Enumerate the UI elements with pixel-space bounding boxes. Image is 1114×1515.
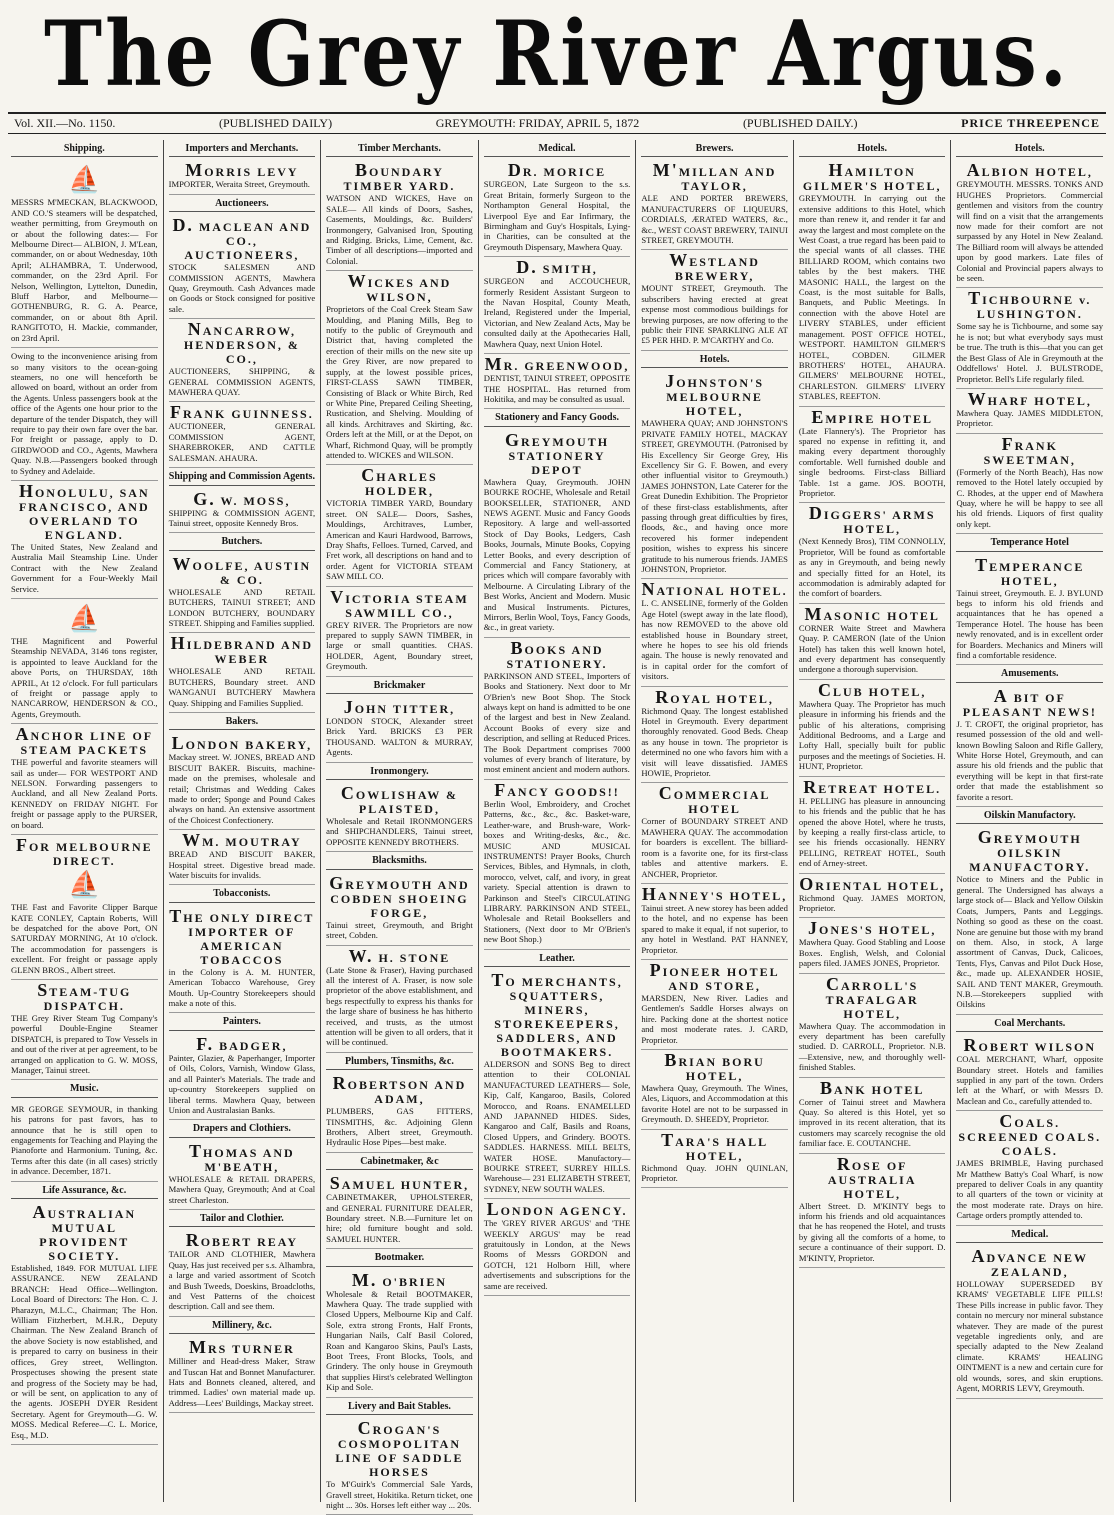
ad-title: BANK HOTEL xyxy=(819,1077,925,1098)
column-6 xyxy=(794,140,952,1502)
section-heading: Millinery, &c. xyxy=(169,1321,316,1334)
ad-title: M'MILLAN AND TAYLOR, xyxy=(652,160,777,194)
ad-body: Milliner and Head-dress Maker, Straw and Tuscan Hat and Bonnet Manufacturer. Hats and Bonnets cleaned, altered, and trimmed. Ladies' own material made up. Address—Lees' Buildings, Mackay street. xyxy=(168,1356,316,1408)
section-heading: Auctioneers. xyxy=(169,199,316,212)
ad-body: Richmond Quay. JOHN QUINLAN, Proprietor. xyxy=(641,1162,788,1183)
ad-body: THE powerful and favorite steamers will sail as under— FOR WESTPORT AND NELSON. Forwarding passengers to Auckland, and all New Zealand Ports. KENNEDY on FRIDAY NIGHT. For freight or passage apply to the PURSER, on board. xyxy=(11,757,158,830)
advertisement xyxy=(169,830,316,885)
ad-body: Proprietors of the Coal Creek Steam Saw Moulding, and Planing Mills, Beg to notify to the public of Greymouth and District that, having completed the erection of their mills on the new site up the Grey River, are now prepared to supply, at the lowest possible prices, FIRST-CLASS SAWN TIMBER, Consisting of Black or White Birch, Red or White Pine, Prepared Ceiling Sheeting, Rustication, and Shelving. Moulding of all kinds. Architraves and Skirting, &c. Orders left at the Mill, or at the Depot, on Wharf, Richmond Quay, will be promptly attended to. WICKES and WILSON. xyxy=(326,304,473,460)
ad-body: IMPORTER, Weraita Street, Greymouth. xyxy=(168,179,310,190)
ad-body: To M'Guirk's Commercial Sale Yards, Gravell street, Hokitika. Return ticket, one night ... 30s. Horses left either way ... 20s. xyxy=(326,1479,473,1510)
ad-title: FRANK SWEETMAN, xyxy=(983,433,1076,467)
section-heading: Hotels. xyxy=(641,355,788,368)
advertisement xyxy=(641,160,788,250)
advertisement xyxy=(11,599,158,724)
ad-body: SURGEON, Late Surgeon to the s.s. Great Britain, formerly Surgeon to the Northampton General Hospital, the Liverpool Eye and Ear Infirmary, the Birmingham and Guy's Hospitals, Lying-in Charities, can be consulted at the Greymouth Dispensary, Mawhera Quay. xyxy=(483,179,631,252)
advertisement xyxy=(11,1101,158,1182)
ad-body: MARSDEN, New River. Ladies and Gentlemen's Saddle Horses always on hire. Packing done at the shortest notice and most moderate rates. J. CARD, Proprietor. xyxy=(641,992,788,1045)
ad-body: WHOLESALE AND RETAIL BUTCHERS, Boundary street. AND WANGANUI BUTCHERY Mawhera Quay. Shipping and Families Supplied. xyxy=(168,666,316,708)
ad-body: SHIPPING & COMMISSION AGENT, Tainui street, opposite Kennedy Bros. xyxy=(168,507,316,528)
advertisement xyxy=(641,884,788,960)
ad-body: PLUMBERS, GAS FITTERS, TINSMITHS, &c. Adjoining Glenn Brothers, Albert street, Greymouth. Hydraulic Hose Pipes—best make. xyxy=(326,1106,473,1148)
advertisement xyxy=(484,1199,631,1296)
section-heading: Shipping and Commission Agents. xyxy=(169,472,316,485)
ad-body: The United States, New Zealand and Australia Mail Steamship Line. Under Contract with the New Zealand Government for a Four-Weekly Mail Service. xyxy=(11,541,158,594)
advertisement xyxy=(641,1050,788,1130)
ad-title: GREYMOUTH OILSKIN MANUFACTORY. xyxy=(969,827,1091,875)
section-heading: Bakers. xyxy=(169,717,316,730)
advertisement xyxy=(326,587,473,677)
published-note: (PUBLISHED DAILY) xyxy=(218,116,333,130)
ad-title: MR. GREENWOOD, xyxy=(484,354,630,375)
ad-body: DENTIST, TAINUI STREET, OPPOSITE THE HOSPITAL. Has returned from Hokitika, and may be consulted as usual. xyxy=(483,373,631,404)
advertisement xyxy=(799,604,946,680)
masthead xyxy=(0,0,1114,108)
ad-body: Berlin Wool, Embroidery, and Crochet Patterns, &c., &c., &c. Basket-ware, Leather-ware, and Brush-ware, Work-boxes and Writing-desks, &c., &c. MUSIC AND MUSICAL INSTRUMENTS! Prayer Books, Church Services, Bibles, and Hymnals, in cloth, morocco, velvet, calf, and ivory, in great variety. Special attention is drawn to Parkinson and Steel's CIRCULATING LIBRARY. PARKINSON AND STEEL, Wholesale and Retail Booksellers and Stationers, (Next door to Mr O'Brien's new Boot Shop.) xyxy=(483,798,631,945)
ad-body: Painter, Glazier, & Paperhanger, Importer of Oils, Colors, Varnish, Window Glass, and all Painter's Materials. The trade and up-country Storekeepers supplied on liberal terms. Mawhera Quay, between Union and Australasian Banks. xyxy=(168,1052,316,1115)
ad-body: JAMES BRIMBLE, Having purchased Mr Matthew Batty's Coal Wharf, is now prepared to deliver Coals in any quantity to all quarters of the town or vicinity at the most moderate rate. Drays on hire. Cartage orders promptly attended to. xyxy=(956,1158,1104,1221)
advertisement xyxy=(326,160,473,271)
ad-body: Mawhera Quay. Good Stabling and Loose Boxes. English, Welsh, and Colonial papers filed. JAMES JONES, Proprietor. xyxy=(798,937,946,969)
section-heading: Drapers and Clothiers. xyxy=(169,1124,316,1137)
ad-title: W. H. STONE xyxy=(348,945,451,966)
column-2 xyxy=(164,140,322,1502)
ad-body: Richmond Quay. The longest established Hotel in Greymouth. Every department thoroughly renovated. Good Beds. Cheap as any house in town. The proprietor is determined no one who favors him with a visit will leave dissatisfied. JAMES HOWIE, Proprietor. xyxy=(641,705,788,779)
ad-title: COALS. SCREENED COALS. COALS. xyxy=(958,1111,1102,1159)
advertisement xyxy=(799,407,946,504)
advertisement xyxy=(641,687,788,784)
advertisement xyxy=(956,686,1103,807)
advertisement xyxy=(799,777,946,874)
section-heading: Oilskin Manufactory. xyxy=(956,811,1103,824)
advertisement xyxy=(326,465,473,586)
ad-title: NANCARROW, HENDERSON, & CO., xyxy=(183,319,300,367)
ad-title: TEMPERANCE HOTEL, xyxy=(975,554,1085,588)
ad-body: Tainui street. A new storey has been added to the hotel, and no expense has been spared to make it equal, if not superior, to any hotel in Westland. PAT HANNEY, Proprietor. xyxy=(641,902,788,955)
advertisement xyxy=(799,1154,946,1268)
advertisement xyxy=(326,783,473,852)
advertisement xyxy=(169,1141,316,1210)
ad-title: JONES'S HOTEL, xyxy=(807,918,937,939)
ad-body: Corner of BOUNDARY STREET AND MAWHERA QUAY. The accommodation for boarders is excellent. The billiard-room is a favorite one, for its first-class tables and attentive markers. E. ANCHER, Proprietor. xyxy=(641,816,788,879)
section-heading: Coal Merchants. xyxy=(956,1019,1103,1032)
advertisement xyxy=(484,638,631,780)
ad-body: MESSRS M'MECKAN, BLACKWOOD, AND CO.'S steamers will be despatched, weather permitting, from Greymouth on or about the following dates:— For Melbourne Direct— ALBION, J. M'Lean, commander, on or about Wednesday, 10th April; ALHAMBRA, T. Underwood, commander, on the 23rd April. For Nelson, Wellington, Lyttelton, Dunedin, Bluff Harbor, and Melbourne— GOTHENBURG, R. G. A. Pearce, commander, on or about 8th April. RANGITOTO, H. Mackie, commander, on 23rd April. xyxy=(11,197,158,343)
advertisement xyxy=(484,354,631,409)
section-heading: Life Assurance, &c. xyxy=(11,1186,158,1199)
ad-title: DR. MORICE xyxy=(507,160,607,181)
section-heading: Tailor and Clothier. xyxy=(169,1214,316,1227)
advertisement xyxy=(169,733,316,830)
section-heading: Bootmaker. xyxy=(326,1253,473,1266)
column-5 xyxy=(636,140,794,1502)
advertisement xyxy=(956,288,1103,388)
ship-icon: ⛵ xyxy=(68,604,101,633)
advertisement xyxy=(956,1035,1103,1111)
ad-title: VICTORIA STEAM SAWMILL CO., xyxy=(330,586,469,620)
ad-title: RETREAT HOTEL. xyxy=(803,776,942,797)
advertisement xyxy=(326,271,473,465)
advertisement xyxy=(641,371,788,579)
ad-body: Established, 1849. FOR MUTUAL LIFE ASSURANCE. NEW ZEALAND BRANCH: Head Office—Wellington. Local Board of Directors: The Hon. C. J. Pharazyn, M.L.C., Chairman; The Hon. William Fitzherbert, M.H.R., Deputy Chairman. The New Zealand Branch of the above Society is now established, and is prepared to carry on business in their offices, Grey street, Wellington. Prospectuses showing the present state and progress of the Society may be had, or will be sent, on application to any of the agents. JOSEPH DYER Resident Secretary. Agent for Greymouth—G. W. MOSS. Medical Referee—C. L. Morice, Esq., M.D. xyxy=(11,1263,158,1440)
ad-title: LONDON AGENCY. xyxy=(486,1199,628,1220)
ad-title: JOHN TITTER, xyxy=(343,697,456,718)
ad-body: STOCK SALESMEN AND COMMISSION AGENTS, Mawhera Quay, Greymouth. Cash Advances made on Goods or Stock consigned for positive sale. xyxy=(168,262,316,314)
advertisement xyxy=(641,960,788,1050)
ad-body: ALDERSON and SONS Beg to direct attention to their COLONIAL MANUFACTURED LEATHERS— Sole, Kip, Calf, Kangaroo, Basils, Colored Morocco, and Roans. ENAMELLED AND JAPANNED HIDES. Sides, Kangaroo and Calf, Basils and Roans, Closed Uppers, and Grindery. BOOTS. SADDLES. HARNESS. MILL BELTS, WATER HOSE. Manufactory— BOURKE STREET, SURREY HILLS. Warehouse— 231 ELIZABETH STREET, SYDNEY, NEW SOUTH WALES. xyxy=(483,1058,631,1194)
advertisement xyxy=(169,402,316,468)
advertisement xyxy=(11,160,158,348)
section-heading: Hotels. xyxy=(956,144,1103,157)
column-3 xyxy=(321,140,479,1510)
ad-body: Tainui street, Greymouth, and Bright street, Cobden. xyxy=(326,919,473,941)
advertisement xyxy=(799,874,946,919)
ad-body: (Formerly of the North Beach), Has now removed to the Hotel lately occupied by C. Rhodes, at the upper end of Mawhera Quay, where he will be happy to see all his old friends. Liquors of first quality only kept. xyxy=(956,466,1104,529)
advertisement xyxy=(169,215,316,319)
section-heading: Tobacconists. xyxy=(169,889,316,902)
ad-body: AUCTIONEERS, SHIPPING, & GENERAL COMMISSION AGENTS, MAWHERA QUAY. xyxy=(168,366,316,398)
section-heading: Music. xyxy=(11,1084,158,1097)
ad-body: J. T. CROFT, the original proprietor, has resumed possession of the old and well-known Bowling Saloon and Rifle Gallery, White Horse Hotel, Greymouth, and can assure his old friends and the public that everything will be kept in that first-rate order that made the establishment so favorite a resort. xyxy=(956,718,1104,802)
advertisement xyxy=(169,1337,316,1413)
ad-body: WATSON AND WICKES, Have on SALE— All kinds of Doors, Sashes, Casements, Mouldings, &c. Builders' Ironmongery, Galvanised Iron, Spouting and Ridging. Bricks, Lime, Cement, &c. Timber of all descriptions—imported and Colonial. xyxy=(326,193,473,266)
ad-title: GREYMOUTH STATIONERY DEPOT xyxy=(505,429,610,477)
ad-title: WICKES AND WILSON, xyxy=(347,271,452,305)
ad-body: The 'GREY RIVER ARGUS' and 'THE WEEKLY ARGUS' may be read gratuitously in London, at the News Rooms of Messrs GORDON and GOTCH, 121 Holborn Hill, where advertisements and subscriptions for the same are received. xyxy=(483,1218,631,1291)
ad-body: Mawhera Quay, Greymouth. JOHN BOURKE ROCHE, Wholesale and Retail BOOKSELLER, STATIONER, AND NEWS AGENT. Music and Fancy Goods Repository. A large and well-assorted Stock of Day Books, Ledgers, Cash Books, Journals, Minute Books, Copying Letter Books, and every description of Commercial and Fancy Stationery, at prices which will compare favorably with Melbourne. A Circulating Library of the Best Works, Ancient and Modern. Music and Musical Instruments. Pictures, Mirrors, Berlin Wool, Toys, Fancy Goods, &c., in great variety. xyxy=(483,476,631,633)
advertisement xyxy=(484,257,631,354)
ad-title: GREYMOUTH AND COBDEN SHOEING FORGE, xyxy=(329,872,470,920)
ad-title: AUSTRALIAN MUTUAL PROVIDENT SOCIETY. xyxy=(32,1202,137,1264)
advertisement xyxy=(169,489,316,534)
ad-body: Mackay street. W. JONES, BREAD AND BISCUIT BAKER. Biscuits, machine-made on the premises, wholesale and retail; Christmas and Wedding Cakes made to order; Sponge and Pound Cakes always on hand. An extensive assortment of the Choicest Confectionery. xyxy=(168,752,316,825)
ad-title: CHARLES HOLDER, xyxy=(361,465,438,499)
advertisement xyxy=(956,1111,1103,1225)
advertisement xyxy=(326,946,473,1053)
ad-title: PIONEER HOTEL AND STORE, xyxy=(649,959,780,993)
advertisement xyxy=(326,873,473,946)
ad-title: HONOLULU, SAN FRANCISCO, AND OVERLAND TO ENGLAND. xyxy=(18,480,150,542)
section-heading: Stationery and Fancy Goods. xyxy=(484,413,631,426)
ad-title: TICHBOURNE v. LUSHINGTON. xyxy=(968,288,1092,322)
section-heading: Painters. xyxy=(169,1017,316,1030)
ad-body: BREAD AND BISCUIT BAKER, Hospital street. Digestive bread made. Water biscuits for invalids. xyxy=(168,849,316,881)
advertisement xyxy=(326,1270,473,1398)
ad-title: BOUNDARY TIMBER YARD. xyxy=(343,160,456,194)
volume-number: Vol. XII.—No. 1150. xyxy=(14,116,116,130)
section-heading: Timber Merchants. xyxy=(326,144,473,157)
advertisement xyxy=(956,555,1103,666)
ad-body: Corner of Tainui street and Mawhera Quay. So altered is this Hotel, yet so improved in its recent alteration, that its customers may scarcely recognise the old familiar face. E. COUTANCHE. xyxy=(798,1096,946,1149)
ad-title: ROBERT WILSON xyxy=(963,1035,1097,1056)
ad-body: in the Colony is A. M. HUNTER, American Tobacco Warehouse, Grey Mouth. Up-Country Storekeepers should make a note of this. xyxy=(168,966,316,1009)
advertisement xyxy=(169,554,316,634)
advertisement xyxy=(641,579,788,686)
ad-body: Albert Street. D. M'KINTY begs to inform his friends and old acquaintances that he has reopened the Hotel, and trusts by giving all the comforts of a home, to secure a continuance of their support. D. M'KINTY, Proprietor. xyxy=(798,1200,946,1263)
advertisement xyxy=(11,835,158,980)
ad-body: CORNER Waite Street and Mawhera Quay. P. CAMERON (late of the Union Hotel) has taken this well known hotel, and every department has consequently undergone a thorough supervision. xyxy=(798,622,946,675)
price: PRICE THREEPENCE xyxy=(961,116,1100,130)
advertisement xyxy=(326,1073,473,1153)
advertisement xyxy=(169,1034,316,1120)
ad-title: MORRIS LEVY xyxy=(185,160,299,181)
advertisement xyxy=(799,918,946,973)
section-heading: Shipping. xyxy=(11,144,158,157)
advertisement xyxy=(799,680,946,777)
ad-title: CARROLL'S TRAFALGAR HOTEL, xyxy=(825,973,919,1021)
ad-title: ROBERTSON AND ADAM, xyxy=(332,1073,467,1107)
ad-body: MR GEORGE SEYMOUR, in thanking his patrons for past favors, has to announce that he is still open to engagements for Teaching and Playing the Pianoforte and Harmonium. Tuning, &c. Terms after this date (in all cases) strictly in advance. December, 1871. xyxy=(11,1103,158,1177)
advertisement xyxy=(484,780,631,950)
ad-body: LONDON STOCK, Alexander street Brick Yard. BRICKS £3 PER THOUSAND. WALTON & MURRAY, Agents. xyxy=(326,716,473,758)
ad-body: WHOLESALE AND RETAIL BUTCHERS, TAINUI STREET; AND LONDON BUTCHERY, BOUNDARY STREET. Shipping and Families supplied. xyxy=(168,586,316,628)
ad-title: ADVANCE NEW ZEALAND, xyxy=(971,1246,1088,1280)
ad-body: (Next Kennedy Bros), TIM CONNOLLY, Proprietor, Will be found as comfortable as any in Greymouth, and being newly and specially fitted for an Hotel, its accommodation is admirably adapted for the comfort of boarders. xyxy=(798,536,946,599)
advertisement xyxy=(641,1130,788,1189)
ad-title: G. W. MOSS, xyxy=(193,488,291,509)
advertisement xyxy=(169,319,316,402)
ad-body: (Late Flannery's). The Proprietor has spared no expense in refitting it, and making every department thoroughly comfortable. Well furnished double and single bedrooms. First-class Billiard Table. 1st a game. JOS. BOOTH, Proprietor. xyxy=(798,425,946,498)
advertisement xyxy=(484,430,631,638)
section-heading: Medical. xyxy=(956,1230,1103,1243)
ad-body: Mawhera Quay. JAMES MIDDLETON, Proprietor. xyxy=(956,407,1104,429)
ad-body: THE Fast and Favorite Clipper Barque KATE CONLEY, Captain Roberts, Will be despatched for the above Port, ON SATURDAY MORNING, At 10 o'clock. The accommodation for passengers is excellent. For freight or passage apply GLENN BROS., Albert street. xyxy=(11,902,158,975)
ad-title: FOR MELBOURNE DIRECT. xyxy=(15,835,153,869)
ad-body: Richmond Quay. JAMES MORTON, Proprietor. xyxy=(798,892,946,913)
advertisement xyxy=(956,389,1103,434)
dateline xyxy=(8,112,1106,134)
advertisement xyxy=(956,434,1103,534)
ad-title: ANCHOR LINE OF STEAM PACKETS xyxy=(15,724,154,758)
ad-title: CROGAN'S COSMOPOLITAN LINE OF SADDLE HORSES xyxy=(335,1418,464,1480)
section-heading: Ironmongery. xyxy=(326,767,473,780)
section-heading: Butchers. xyxy=(169,537,316,550)
ad-body: Mawhera Quay, Greymouth. The Wines, Ales, Liquors, and Accommodation at this favorite Hotel are not to be surpassed in Greymouth. D. SHEEDY, Proprietor. xyxy=(641,1082,788,1125)
section-heading: Plumbers, Tinsmiths, &c. xyxy=(326,1057,473,1070)
ad-body: H. PELLING has pleasure in announcing to his friends and the public that he has opened the above Hotel, where he trusts, by keeping a really first-class article, to see his friends occasionally. HENRY PELLING, RETREAT HOTEL, South end of Arney-street. xyxy=(798,795,946,869)
ad-title: ROYAL HOTEL, xyxy=(655,686,774,707)
ad-title: F. BADGER, xyxy=(196,1033,288,1054)
advertisement xyxy=(169,633,316,713)
ad-title: STEAM-TUG DISPATCH. xyxy=(37,979,132,1013)
ad-body: CABINETMAKER, UPHOLSTERER, and GENERAL FURNITURE DEALER, Boundary street. N.B.—Furniture let on hire; old furniture bought and sold. SAMUEL HUNTER. xyxy=(326,1192,473,1244)
ad-body: TAILOR AND CLOTHIER, Mawhera Quay, Has just received per s.s. Alhambra, a large and varied assortment of Scotch and Bush Tweeds, Doeskins, Broadcloths, and Vest Patterns of the choicest description. Call and see them. xyxy=(168,1249,316,1312)
ad-body: THE Magnificent and Powerful Steamship NEVADA, 3146 tons register, is appointed to leave Auckland for the above Ports, on THURSDAY, 18th APRIL, At 12 o'clock. For full particulars of freight or passage apply to NANCARROW, HENDERSON & CO., Agents, Greymouth. xyxy=(11,636,158,719)
ad-title: SAMUEL HUNTER, xyxy=(329,1173,470,1194)
ad-body: MOUNT STREET, Greymouth. The subscribers having erected at great expense most commodious buildings for brewing purposes, are now offering to the public their FINE SPARKLING ALE AT £5 PER HHD. P. M'CARTHY and Co. xyxy=(641,283,788,346)
ad-body: MAWHERA QUAY; AND JOHNSTON'S PRIVATE FAMILY HOTEL, MACKAY STREET, GREYMOUTH. (Patronised by His Excellency Sir George Grey, His Excellency Sir G. F. Bowen, and every other influential visitor to Greymouth.) JAMES JOHNSTON, Late Caterer for the Great Dunedin Exhibition. The Proprietor of these first-class establishments, after passing through great difficulties by fires, floods, &c., and having once more recovered his former independent position, wishes to express his sincere gratitude to his numerous friends. JAMES JOHNSTON, Proprietor. xyxy=(641,418,788,574)
ad-body: Wholesale and Retail IRONMONGERS and SHIPCHANDLERS, Tainui street, OPPOSITE KENNEDY BROTHERS. xyxy=(326,816,473,847)
ad-title: A BIT OF PLEASANT NEWS! xyxy=(962,685,1097,719)
ad-title: BRIAN BORU HOTEL, xyxy=(664,1049,765,1083)
ad-body: THE Grey River Steam Tug Company's powerful Double-Engine Steamer DISPATCH, is prepared to Tow Vessels in and out of the river at per agreement, to be arranged on application to G. W. MOSS, Manager, Tainui street. xyxy=(11,1012,158,1075)
ship-icon: ⛵ xyxy=(68,870,101,900)
advertisement xyxy=(169,160,316,194)
ad-title: ROBERT REAY xyxy=(185,1230,298,1251)
ad-title: MRS TURNER xyxy=(188,1337,295,1358)
ad-title: CLUB HOTEL, xyxy=(818,679,927,700)
ad-body: Mawhera Quay. The accommodation in every department has been carefully studied. D. CARROLL, Proprietor. N.B.—Extensive, new, and thoroughly well-finished Stables. xyxy=(798,1020,946,1073)
column-7 xyxy=(951,140,1108,1502)
section-heading: Leather. xyxy=(484,954,631,967)
advertisement xyxy=(641,250,788,350)
ad-title: DIGGERS' ARMS HOTEL, xyxy=(808,503,936,537)
ad-title: THOMAS AND M'BEATH, xyxy=(189,1140,295,1174)
published-note-2: (PUBLISHED DAILY.) xyxy=(742,116,858,130)
ad-title: ROSE OF AUSTRALIA HOTEL, xyxy=(827,1153,917,1201)
ad-title: HANNEY'S HOTEL, xyxy=(641,883,788,904)
ad-body: COAL MERCHANT, Wharf, opposite Boundary street. Hotels and families supplied in any part of the town. Orders left at the Wharf, or with Messrs D. Maclean and Co., carefully attended to. xyxy=(956,1054,1104,1106)
ad-title: ORIENTAL HOTEL, xyxy=(799,873,946,894)
place-date: GREYMOUTH: FRIDAY, APRIL 5, 1872 xyxy=(435,116,640,130)
advertisement xyxy=(11,1202,158,1445)
section-heading: Medical. xyxy=(484,144,631,157)
advertisement xyxy=(11,980,158,1080)
ad-body: GREYMOUTH. MESSRS. TONKS AND HUGHES Proprietors. Commercial gentlemen and visitors from the country will find on a visit that the arrangements now made for their comfort are not surpassed by any Hotel in New Zealand. The Billiard room will always be attended upon by good markers. Late files of Colonial and Provincial papers always to be seen. xyxy=(956,179,1104,284)
advertisement xyxy=(956,160,1103,288)
column-1 xyxy=(6,140,164,1502)
advertisement xyxy=(956,1246,1103,1398)
ad-title: FRANK GUINNESS. xyxy=(170,402,314,423)
ad-body: Mawhera Quay. The Proprietor has much pleasure in informing his friends and the public of his alterations, comprising Additional Bedrooms, and a Large and Lofty Hall, specially built for public purposes and the meetings of Societies. H. HUNT, Proprietor. xyxy=(798,698,946,772)
ad-body: VICTORIA TIMBER YARD, Boundary street. ON SALE— Doors, Sashes, Mouldings, Architraves, Lumber, American and Kauri Hardwood, Barrows, Dray Shafts, Felloes. Turned, Carved, and Fret work, all descriptions on hand and to order. Agent for VICTORIA STEAM SAW MILL CO. xyxy=(326,498,473,582)
advertisement xyxy=(169,906,316,1014)
section-heading: Brickmaker xyxy=(326,681,473,694)
advertisement xyxy=(11,481,158,599)
ad-body: Owing to the inconvenience arising from so many visitors to the ocean-going steamers, no one will henceforth be allowed on board, without an order from the Agents. Unless passengers book at the office of the Agents one hour prior to the departure of the tender Dispatch, they will require to pay their own fare over the bar. For freight or passage, apply to D. GIRDWOOD and CO., Agents, Mawhera Quay. N.B.—Passengers booked through to Sydney and Adelaide. xyxy=(11,351,158,476)
ad-title: WESTLAND BREWERY, xyxy=(669,250,760,284)
column-4 xyxy=(479,140,637,1502)
ad-title: HILDEBRAND AND WEBER xyxy=(170,633,314,667)
ad-title: LONDON BAKERY, xyxy=(171,733,313,754)
section-heading: Importers and Merchants. xyxy=(169,144,316,157)
advertisement xyxy=(326,1173,473,1249)
ad-title: THE ONLY DIRECT IMPORTER OF AMERICAN TOBACCOS xyxy=(169,905,315,967)
section-heading: Brewers. xyxy=(641,144,788,157)
ad-title: D. MACLEAN AND CO., AUCTIONEERS, xyxy=(172,215,312,263)
ad-title: ALBION HOTEL, xyxy=(966,160,1093,181)
ad-title: D. SMITH, xyxy=(516,257,598,278)
ad-body: Tainui street, Greymouth. E. J. BYLUND begs to inform his old friends and acquaintances that he has opened a Temperance Hotel. The house has been newly renovated, and is in excellent order for Boarders. Mechanics and Miners will find a comfortable residence. xyxy=(956,587,1104,660)
advertisement xyxy=(799,503,946,603)
advertisement xyxy=(326,1418,473,1515)
section-heading: Hotels. xyxy=(799,144,946,157)
ad-title: COMMERCIAL HOTEL xyxy=(658,783,771,817)
ad-body: Notice to Miners and the Public in general. The Undersigned has always a large stock of— Black and Yellow Oilskin Coats, Jumpers, Pants and Leggings. Nothing so good as these on the coast. None are genuine but those with my brand on them. Also, in stock, A large assortment of Canvas, Duck, Calicoes, Tents, Flys, Canvas and Pilot Duck Hose, &c., made up. ALEXANDER HOSIE, SAIL AND TENT MAKER, Greymouth. N.B.—Storekeepers supplied with Oilskins xyxy=(956,874,1104,1010)
masthead-title: The Grey River Argus. xyxy=(44,1,1070,107)
ad-title: WM. MOUTRAY xyxy=(182,830,302,851)
ad-title: TO MERCHANTS, SQUATTERS, MINERS, STOREKEEPERS, SADDLERS, AND BOOTMAKERS. xyxy=(491,969,623,1059)
advertisement xyxy=(799,1078,946,1154)
ad-body: (Late Stone & Fraser), Having purchased all the interest of A. Fraser, is now sole proprietor of the above establishment, and begs respectfully to express his thanks for the large share of business he has hitherto received, and trusts, as the utmost attention will be given to all orders, that it will be continued. xyxy=(326,964,473,1048)
ad-body: WHOLESALE & RETAIL DRAPERS, Mawhera Quay, Greymouth; And at Coal street Charleston. xyxy=(168,1173,316,1205)
section-heading: Blacksmiths. xyxy=(326,856,473,869)
ad-title: NATIONAL HOTEL. xyxy=(641,579,788,600)
ad-body: PARKINSON AND STEEL, Importers of Books and Stationery. Next door to Mr O'Brien's new Boot Shop. The Stock always kept on hand is admitted to be one of the largest and best in New Zealand. Account Books of every size and description, and selling at Reduced Prices. The Book Department comprises 7000 volumes of every branch of literature, by most eminent ancient and modern authors. xyxy=(483,670,631,775)
ad-title: COWLISHAW & PLAISTED, xyxy=(340,783,459,817)
advertisement xyxy=(484,160,631,257)
ship-icon: ⛵ xyxy=(68,165,101,195)
advertisement xyxy=(956,827,1103,1014)
ad-body: GREYMOUTH. In carrying out the extensive additions to this Hotel, which more than renew it, and render it far and away the largest and most complete on the West Coast, a true regard has been paid to the special wants of all classes. THE BILLIARD ROOM, which contains two tables by the best makers. THE MASONIC HALL, the largest on the Coast, is the most suitable for Balls, Banquets, and Public Meetings. In connection with the above Hotel are LIVERY STABLES, under efficient management. POST OFFICE HOTEL, WESTPORT. HAMILTON GILMER'S HOTEL, COBDEN. GILMER BROTHERS' HOTEL, AHAURA. GILMERS' MELBOURNE HOTEL, CHARLESTON. GILMERS' LIVERY STABLES, REEFTON. xyxy=(798,193,946,402)
ad-body: GREY RIVER. The Proprietors are now prepared to supply SAWN TIMBER, in large or small quantities. CHAS. HOLDER, Agent, Boundary street, Greymouth. xyxy=(326,619,473,672)
advertisement xyxy=(169,1230,316,1316)
ad-body: Some say he is Tichbourne, and some say he is not; but what everybody says must be true. The truth is this—that you can get the Best Glass of Ale in Greymouth at the Oddfellows' Hotel. J. BULSTRODE, Proprietor. Bell's Life regularly filed. xyxy=(956,321,1104,384)
advertisement xyxy=(799,160,946,406)
ad-title: EMPIRE HOTEL xyxy=(811,406,934,427)
advertisement xyxy=(11,724,158,835)
ad-title: MASONIC HOTEL xyxy=(804,603,940,624)
ad-body: SURGEON and ACCOUCHEUR, formerly Resident Assistant Surgeon to the Navan Hospital, County Meath, Ireland, Registered under the Imperial, Victorian, and New Zealand Acts, May be consulted daily at the Apothecaries Hall, Mawhera Quay, next Union Hotel. xyxy=(483,276,631,349)
advertisement xyxy=(641,783,788,883)
section-heading: Temperance Hotel xyxy=(956,538,1103,551)
ad-title: HAMILTON GILMER'S HOTEL, xyxy=(802,160,942,194)
ad-title: WHARF HOTEL, xyxy=(967,388,1092,409)
section-heading: Cabinetmaker, &c xyxy=(326,1157,473,1170)
columns-container xyxy=(6,140,1108,1510)
ad-title: BOOKS AND STATIONERY. xyxy=(506,637,608,671)
advertisement xyxy=(799,974,946,1078)
ad-body: ALE AND PORTER BREWERS, MANUFACTURERS OF LIQUEURS, CORDIALS, ÆRATED WATERS, &c., &c., WEST COAST BREWERY, TAINUI STREET, GREYMOUTH. xyxy=(641,193,788,246)
section-heading: Amusements. xyxy=(956,669,1103,682)
ad-title: M. O'BRIEN xyxy=(351,1269,448,1290)
advertisement xyxy=(326,697,473,763)
ad-body: HOLLOWAY SUPERSEDED BY KRAMS' VEGETABLE LIFE PILLS! These Pills increase in public favor. They contain no mercury nor mineral substance whatever. They are made of the purest vegetable ingredients only, and are specially adapted to the New Zealand climate. KRAMS' HEALING OINTMENT is a new and certain cure for old wounds, sores, and skin eruptions. Agent, MORRIS LEVY, Greymouth. xyxy=(956,1279,1104,1394)
ad-title: WOOLFE, AUSTIN & CO. xyxy=(172,553,312,587)
ad-body: L. C. ANSELINE, formerly of the Golden Age Hotel (swept away in the late flood), has now REMOVED to the above old established house in Boundary street, where he hopes to see his old friends again. The house is newly renovated and is in capital order for the comfort of visitors. xyxy=(641,598,788,682)
section-heading: Livery and Bait Stables. xyxy=(326,1402,473,1415)
ad-title: JOHNSTON'S MELBOURNE HOTEL, xyxy=(665,371,764,419)
advertisement xyxy=(11,348,158,481)
ad-title: FANCY GOODS!! xyxy=(494,779,620,800)
ad-body: Wholesale & Retail BOOTMAKER, Mawhera Quay. The trade supplied with Closed Uppers, Melbourne Kip and Calf. Sole, extra strong Fronts, Half Fronts, Hungarian Nails, Calf Basil Colored, Roan and Kangaroo Skins, Paul's Lasts, Boot Trees, Front Blocks, Tools, and Grindery. The only house in Greymouth that supplies Hirst's celebrated Wellington Kip and Sole. xyxy=(326,1288,473,1393)
ad-title: TARA'S HALL HOTEL, xyxy=(661,1129,769,1163)
advertisement xyxy=(484,970,631,1199)
ad-body: AUCTIONEER, GENERAL COMMISSION AGENT, SHAREBROKER, AND CATTLE SALESMAN. AHAURA. xyxy=(168,421,316,463)
